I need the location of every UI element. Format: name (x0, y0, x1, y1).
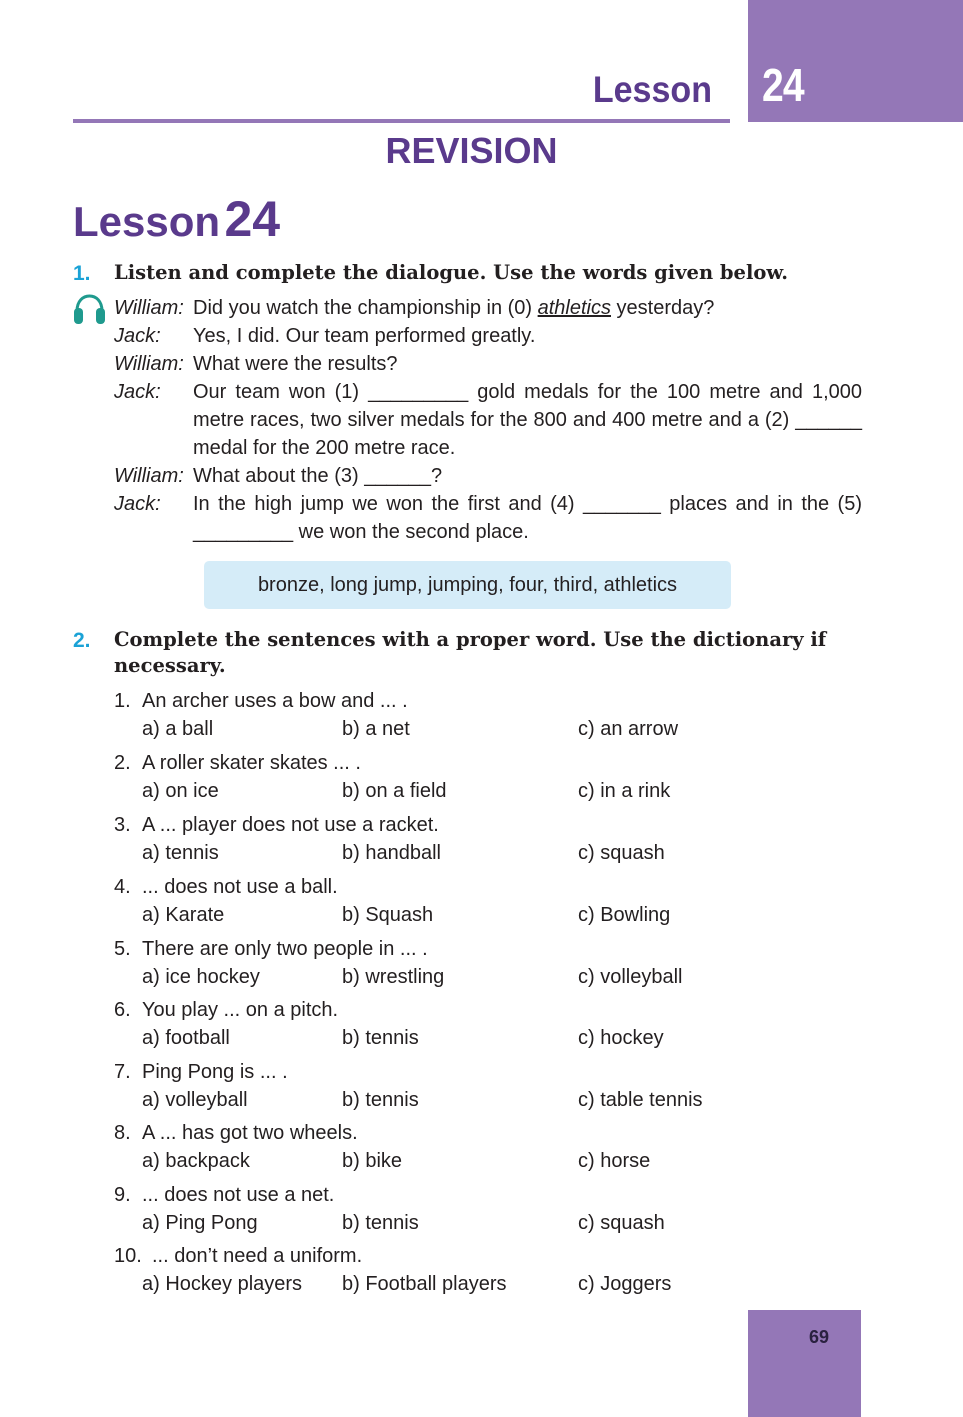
header-lesson-label: Lesson (592, 69, 712, 110)
option-a[interactable]: a) ice hockey (142, 966, 260, 988)
option-c[interactable]: c) Joggers (578, 1273, 672, 1295)
dialogue-text: What about the (3) ______? (193, 465, 443, 487)
dialogue-line (114, 350, 862, 378)
dialogue-text-part: Did you watch the championship in (0) (193, 297, 538, 319)
question-number: 5. (114, 938, 131, 960)
dialogue-text: Yes, I did. Our team performed greatly. (193, 325, 536, 347)
option-a[interactable]: a) on ice (142, 780, 219, 802)
option-a[interactable]: a) football (142, 1027, 230, 1049)
dialogue-text: What were the results? (193, 353, 398, 375)
dialogue-line (114, 490, 862, 546)
question-text: You play ... on a pitch. (142, 999, 339, 1021)
question-number: 6. (114, 999, 131, 1021)
option-c[interactable]: c) Bowling (578, 904, 671, 926)
question-number: 8. (114, 1122, 131, 1144)
question-text: A ... player does not use a racket. (142, 814, 439, 836)
option-b[interactable]: b) tennis (342, 1027, 419, 1049)
exercise-1-instruction: Listen and complete the dialogue. Use the words given below. (114, 261, 788, 284)
option-b[interactable]: b) tennis (342, 1089, 419, 1111)
exercise-2-instruction: Complete the sentences with a proper word. Use the dictionary if necessary. (114, 628, 827, 677)
header-lesson-number: 24 (762, 59, 804, 111)
question-number: 3. (114, 814, 131, 836)
question-text: A roller skater skates ... . (142, 752, 361, 774)
option-c[interactable]: c) hockey (578, 1027, 664, 1049)
dialogue-speaker: William: (114, 353, 184, 375)
question-item (114, 996, 862, 1056)
question-number: 1. (114, 690, 131, 712)
option-a[interactable]: a) Hockey players (142, 1273, 303, 1295)
lesson-heading-number: 24 (224, 191, 281, 247)
option-c[interactable]: c) volleyball (578, 966, 683, 988)
option-b[interactable]: b) tennis (342, 1212, 419, 1234)
option-c[interactable]: c) in a rink (578, 780, 671, 802)
question-item (114, 1058, 862, 1118)
word-bank: bronze, long jump, jumping, four, third, athletics (204, 561, 731, 609)
option-c[interactable]: c) squash (578, 1212, 665, 1234)
option-a[interactable]: a) Karate (142, 904, 225, 926)
option-a[interactable]: a) backpack (142, 1150, 250, 1172)
question-text: A ... has got two wheels. (142, 1122, 358, 1144)
question-item (114, 1181, 862, 1241)
dialogue-text-part: yesterday? (611, 297, 715, 319)
question-text: ... don’t need a uniform. (152, 1245, 363, 1267)
lesson-heading-word: Lesson (73, 198, 221, 245)
option-b[interactable]: b) bike (342, 1150, 403, 1172)
question-item (114, 1242, 862, 1302)
option-b[interactable]: b) on a field (342, 780, 447, 802)
question-number: 10. (114, 1245, 142, 1267)
option-c[interactable]: c) squash (578, 842, 665, 864)
dialogue-text: In the high jump we won the first and (4) _______ places and in the (5) _________ we won the second place. (193, 493, 862, 543)
option-b[interactable]: b) a net (342, 718, 410, 740)
question-text: Ping Pong is ... . (142, 1061, 288, 1083)
dialogue-speaker: Jack: (114, 493, 161, 515)
exercise-1-number: 1. (73, 262, 91, 285)
question-item (114, 687, 862, 747)
dialogue-line (114, 462, 862, 490)
dialogue-text (193, 294, 862, 322)
question-number: 7. (114, 1061, 131, 1083)
question-text: An archer uses a bow and ... . (142, 690, 408, 712)
example-answer: athletics (537, 297, 611, 319)
question-item (114, 749, 862, 809)
page-title: REVISION (385, 130, 558, 171)
dialogue-line (114, 322, 862, 350)
question-item (114, 1119, 862, 1179)
headphones-icon[interactable] (73, 293, 106, 325)
question-text: ... does not use a net. (142, 1184, 335, 1206)
dialogue-speaker: Jack: (114, 325, 161, 347)
option-a[interactable]: a) a ball (142, 718, 214, 740)
header-divider (73, 119, 730, 123)
option-c[interactable]: c) table tennis (578, 1089, 703, 1111)
exercise-2-number: 2. (73, 629, 91, 652)
option-a[interactable]: a) tennis (142, 842, 219, 864)
option-c[interactable]: c) an arrow (578, 718, 679, 740)
dialogue-speaker: William: (114, 465, 184, 487)
dialogue-speaker: Jack: (114, 381, 161, 403)
dialogue-line (114, 294, 862, 322)
question-number: 2. (114, 752, 131, 774)
option-b[interactable]: b) handball (342, 842, 441, 864)
option-b[interactable]: b) Football players (342, 1273, 507, 1295)
question-text: ... does not use a ball. (142, 876, 338, 898)
option-c[interactable]: c) horse (578, 1150, 651, 1172)
option-b[interactable]: b) wrestling (342, 966, 445, 988)
page-number: 69 (808, 1327, 830, 1347)
question-text: There are only two people in ... . (142, 938, 428, 960)
question-item (114, 811, 862, 871)
option-a[interactable]: a) Ping Pong (142, 1212, 258, 1234)
dialogue-text: Our team won (1) _________ gold medals for the 100 metre and 1,000 metre races, two silver medals for the 800 and 400 metre and a (2) ______ medal for the 200 metre race. (193, 381, 862, 459)
question-item (114, 935, 862, 995)
option-a[interactable]: a) volleyball (142, 1089, 248, 1111)
option-b[interactable]: b) Squash (342, 904, 434, 926)
question-number: 4. (114, 876, 131, 898)
dialogue-line (114, 378, 862, 462)
question-item (114, 873, 862, 933)
lesson-heading (73, 191, 281, 247)
dialogue-speaker: William: (114, 297, 184, 319)
question-number: 9. (114, 1184, 131, 1206)
